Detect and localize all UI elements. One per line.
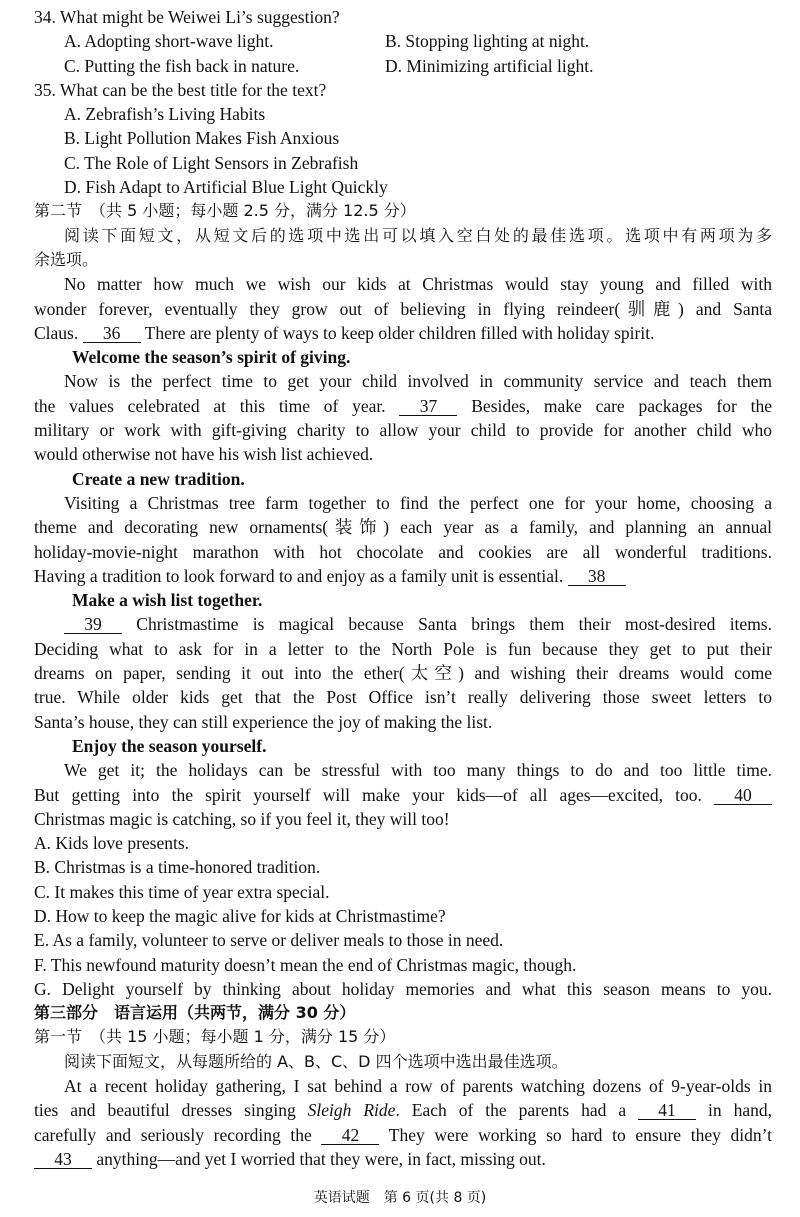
text-line: Having a tradition to look forward to and enjoy as a family unit is essential. 38: [34, 564, 772, 588]
answer-blank-36: 36: [83, 324, 141, 343]
answer-blank-38: 38: [568, 567, 626, 586]
text-line: carefully and seriously recording the 42 They were working so hard to ensure they didn’t: [34, 1124, 772, 1145]
text-line: At a recent holiday gathering, I sat behind a row of parents watching dozens of 9-year-olds in: [64, 1076, 772, 1097]
text-line: Make a wish list together.: [72, 590, 263, 611]
answer-blank-42: 42: [321, 1126, 379, 1145]
text-line: 阅读下面短文，从每题所给的 A、B、C、D 四个选项中选出最佳选项。: [64, 1051, 568, 1071]
text-line: 第三部分 语言运用（共两节，满分 30 分）: [34, 1003, 356, 1023]
option-right-column: D. Minimizing artificial light.: [385, 55, 594, 76]
text-line: 第一节 （共 15 小题；每小题 1 分，满分 15 分）: [34, 1027, 396, 1047]
text-line: 39 Christmastime is magical because Santa brings them their most-desired items.: [34, 612, 772, 636]
text-line: Visiting a Christmas tree farm together to find the perfect one for your home, choosing a: [64, 492, 772, 513]
text-line: D. How to keep the magic alive for kids at Christmastime?: [34, 905, 446, 926]
text-line: Santa’s house, they can still experience the joy of making the list.: [34, 711, 493, 732]
text-line: 35. What can be the best title for the text?: [34, 79, 327, 100]
text-line: B. Christmas is a time-honored tradition.: [34, 857, 321, 878]
answer-blank-37: 37: [399, 397, 457, 416]
text-line: C. Putting the fish back in nature. D. Minimizing artificial light.: [34, 54, 772, 78]
text-line: Welcome the season’s spirit of giving.: [72, 347, 351, 368]
text-line: the values celebrated at this time of year. 37 Besides, make care packages for the: [34, 395, 772, 416]
text-line: 第二节 （共 5 小题；每小题 2.5 分，满分 12.5 分）: [34, 201, 416, 221]
text-line: holiday-movie-night marathon with hot chocolate and cookies are all wonderful traditions.: [34, 541, 772, 562]
text-line: 34. What might be Weiwei Li’s suggestion?: [34, 7, 340, 27]
answer-blank-43: 43: [34, 1150, 92, 1169]
text-line: 阅读下面短文，从短文后的选项中选出可以填入空白处的最佳选项。选项中有两项为多: [64, 225, 772, 245]
text-line: military or work with gift-giving charity to allow your child to provide for another child who: [34, 420, 772, 441]
text-line: B. Light Pollution Makes Fish Anxious: [64, 128, 340, 149]
text-line: No matter how much we wish our kids at Christmas would stay young and filled with: [64, 274, 772, 295]
text-line: Claus. 36 There are plenty of ways to keep older children filled with holiday spirit.: [34, 322, 655, 343]
text-line: theme and decorating new ornaments(装饰) each year as a family, and planning an annual: [34, 517, 772, 538]
answer-blank-39: 39: [64, 615, 122, 634]
text-line: Deciding what to ask for in a letter to the North Pole is fun because they get to put their: [34, 638, 772, 659]
text-line: D. Fish Adapt to Artificial Blue Light Quickly: [64, 177, 388, 198]
answer-blank-40: 40: [714, 786, 772, 805]
text-line: ties and beautiful dresses singing Sleigh Ride. Each of the parents had a 41 in hand,: [34, 1100, 772, 1121]
text-line: G. Delight yourself by thinking about holiday memories and what this season means to you.: [34, 978, 772, 999]
option-right-column: B. Stopping lighting at night.: [385, 31, 590, 52]
italic-title: Sleigh Ride: [307, 1100, 396, 1121]
text-line: 余选项。: [34, 249, 99, 269]
text-line: wonder forever, eventually they grow out of believing in flying reindeer(驯鹿) and Santa: [34, 298, 772, 319]
text-line: We get it; the holidays can be stressful with too many things to do and too little time.: [64, 760, 772, 781]
text-line: Christmas magic is catching, so if you feel it, they will too!: [34, 808, 450, 829]
text-line: F. This newfound maturity doesn’t mean the end of Christmas magic, though.: [34, 954, 577, 975]
text-line: 43 anything—and yet I worried that they were, in fact, missing out.: [34, 1147, 772, 1171]
exam-page: [34, 5, 772, 1171]
text-line: Enjoy the season yourself.: [72, 735, 267, 756]
text-line: A. Adopting short-wave light. B. Stopping lighting at night.: [34, 29, 772, 53]
text-line: E. As a family, volunteer to serve or deliver meals to those in need.: [34, 930, 504, 951]
text-line: Create a new tradition.: [72, 468, 245, 489]
text-line: would otherwise not have his wish list achieved.: [34, 444, 374, 465]
text-line: C. It makes this time of year extra special.: [34, 881, 330, 902]
text-line: C. The Role of Light Sensors in Zebrafish: [64, 152, 359, 173]
text-line: A. Zebrafish’s Living Habits: [64, 104, 266, 125]
text-line: dreams on paper, sending it out into the ether(太空) and wishing their dreams would come: [34, 663, 772, 684]
text-line: true. While older kids get that the Post Office isn’t really delivering those sweet letters to: [34, 687, 772, 708]
answer-blank-41: 41: [638, 1101, 696, 1120]
text-line: But getting into the spirit yourself will make your kids—of all ages—excited, too. 40: [34, 783, 772, 807]
text-line: A. Kids love presents.: [34, 833, 190, 854]
page-footer: 英语试题 第 6 页(共 8 页): [313, 1190, 487, 1206]
text-line: Now is the perfect time to get your child involved in community service and teach them: [64, 371, 772, 392]
